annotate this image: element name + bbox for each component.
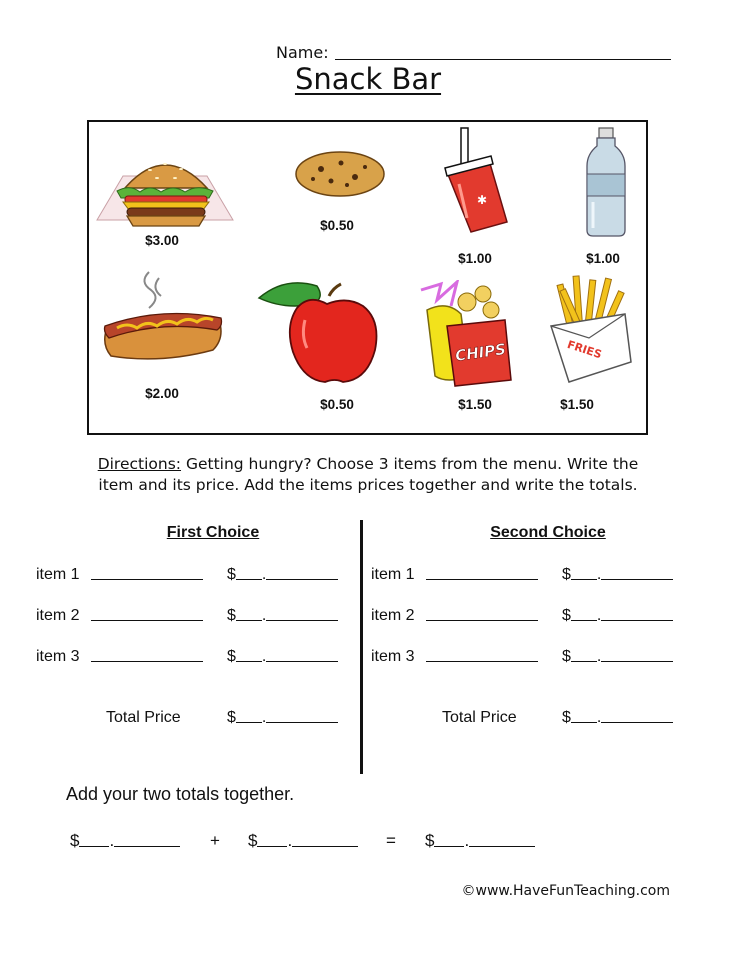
item-label: item 1 <box>36 566 80 583</box>
dollar-sign: $ <box>562 607 571 624</box>
column-divider <box>360 520 363 774</box>
item-label: item 2 <box>36 607 80 624</box>
plus-sign: + <box>210 831 220 850</box>
second-item-1-price[interactable]: $ . <box>562 566 673 584</box>
dollar-sign: $ <box>70 831 80 850</box>
name-field[interactable] <box>276 43 671 62</box>
dollar-sign: $ <box>227 566 236 583</box>
page-title: Snack Bar <box>294 62 442 96</box>
item-label: item 3 <box>36 648 80 665</box>
directions-line-1: Getting hungry? Choose 3 items from the menu. Write the <box>181 455 639 473</box>
item-name-blank[interactable] <box>91 566 203 580</box>
cookie-icon <box>293 149 387 199</box>
chips-bag-label: CHIPS <box>454 340 508 365</box>
second-total-label: Total Price <box>442 709 517 726</box>
item-name-blank[interactable] <box>426 648 538 662</box>
sum-instruction: Add your two totals together. <box>66 784 295 804</box>
first-item-3-row <box>36 648 203 666</box>
second-item-2-row <box>371 607 538 625</box>
item-name-blank[interactable] <box>91 607 203 621</box>
item-label: item 1 <box>371 566 415 583</box>
dollar-sign: $ <box>562 648 571 665</box>
chips-bag-icon <box>417 280 517 390</box>
apple-icon <box>255 276 379 386</box>
dollar-sign: $ <box>562 709 571 726</box>
price-fries: $1.50 <box>560 397 594 412</box>
hamburger-icon <box>95 136 235 231</box>
item-name-blank[interactable] <box>426 566 538 580</box>
price-chips: $1.50 <box>458 397 492 412</box>
fries-box-label: FRIES <box>565 337 604 362</box>
sum-first-total[interactable]: $ . <box>70 831 180 851</box>
first-total-price[interactable]: $ . <box>227 709 338 727</box>
dollar-sign: $ <box>425 831 435 850</box>
first-item-2-row <box>36 607 203 625</box>
second-item-3-price[interactable]: $ . <box>562 648 673 666</box>
dollar-sign: $ <box>227 607 236 624</box>
menu-box <box>87 120 648 435</box>
price-soda: $1.00 <box>458 251 492 266</box>
price-water: $1.00 <box>586 251 620 266</box>
name-label: Name: <box>276 43 329 62</box>
first-item-1-row <box>36 566 203 584</box>
dollar-sign: $ <box>227 648 236 665</box>
dollar-sign: $ <box>227 709 236 726</box>
name-blank-line[interactable] <box>335 45 671 60</box>
second-item-1-row <box>371 566 538 584</box>
water-bottle-icon <box>583 126 629 238</box>
second-item-2-price[interactable]: $ . <box>562 607 673 625</box>
soda-cup-icon <box>441 126 513 236</box>
directions-line-2: item and its price. Add the items prices together and write the totals. <box>98 476 638 494</box>
price-cookie: $0.50 <box>320 218 354 233</box>
price-hamburger: $3.00 <box>145 233 179 248</box>
sum-grand-total[interactable]: $ . <box>425 831 535 851</box>
svg-text:✱: ✱ <box>477 193 488 207</box>
second-choice-title: Second Choice <box>490 524 606 541</box>
first-total-label: Total Price <box>106 709 181 726</box>
item-name-blank[interactable] <box>91 648 203 662</box>
item-name-blank[interactable] <box>426 607 538 621</box>
item-label: item 3 <box>371 648 415 665</box>
price-hot-dog: $2.00 <box>145 386 179 401</box>
second-total-price[interactable]: $ . <box>562 709 673 727</box>
copyright: ©www.HaveFunTeaching.com <box>461 883 670 899</box>
dollar-sign: $ <box>248 831 258 850</box>
first-item-3-price[interactable]: $ . <box>227 648 338 666</box>
hot-dog-icon <box>101 268 225 368</box>
directions <box>50 454 686 496</box>
item-label: item 2 <box>371 607 415 624</box>
directions-label: Directions: <box>97 455 182 473</box>
sum-second-total[interactable]: $ . <box>248 831 358 851</box>
first-choice-title: First Choice <box>166 524 260 541</box>
second-item-3-row <box>371 648 538 666</box>
first-item-1-price[interactable]: $ . <box>227 566 338 584</box>
first-item-2-price[interactable]: $ . <box>227 607 338 625</box>
dollar-sign: $ <box>562 566 571 583</box>
french-fries-icon <box>545 274 635 386</box>
price-apple: $0.50 <box>320 397 354 412</box>
equals-sign: = <box>386 831 396 850</box>
